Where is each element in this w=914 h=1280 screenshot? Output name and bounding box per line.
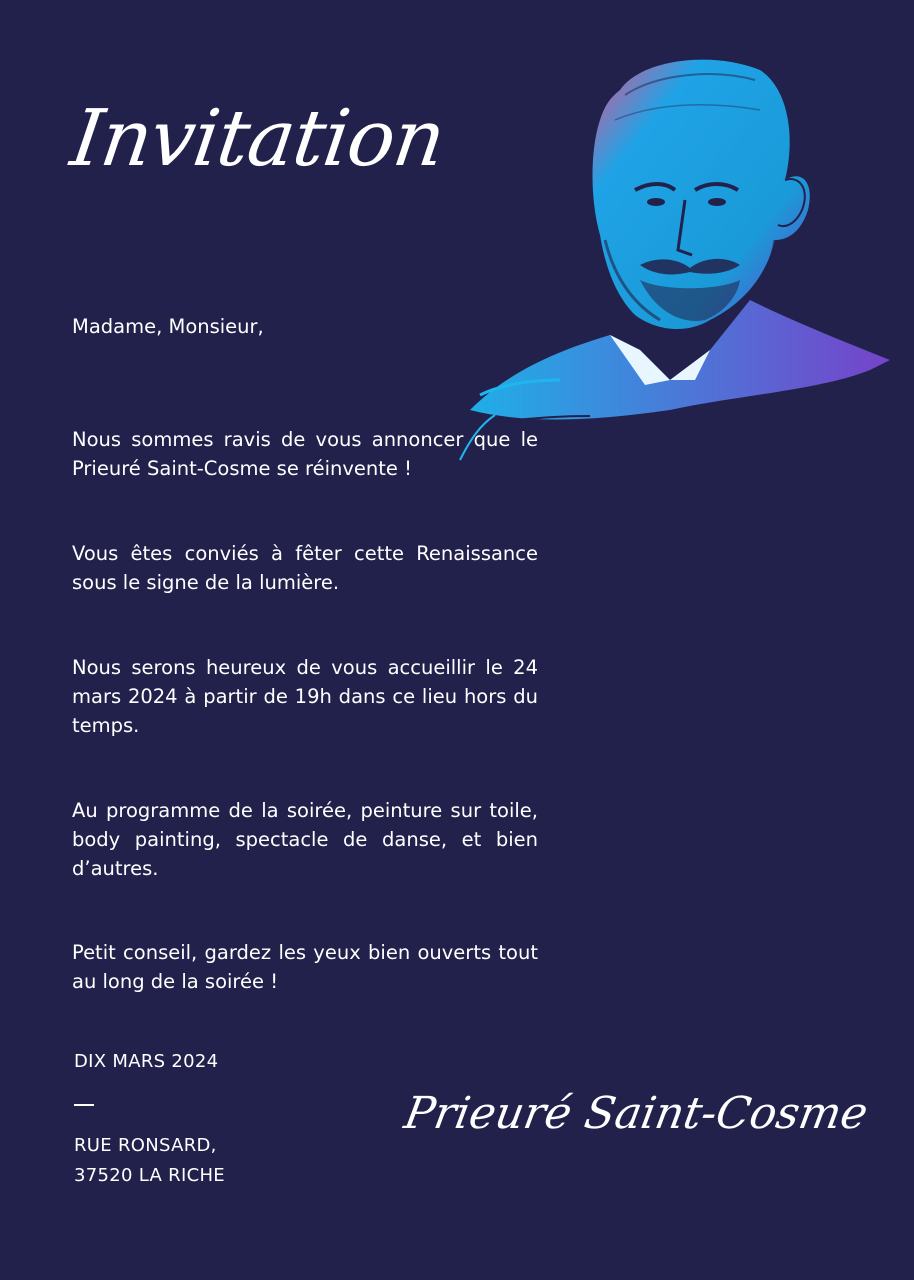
paragraph-announcement: Nous sommes ravis de vous annoncer que le Prieuré Saint-Cosme se réinvente ! (72, 428, 538, 480)
letter-date: DIX MARS 2024 (74, 1051, 219, 1072)
paragraph-advice: Petit conseil, gardez les yeux bien ouverts tout au long de la soirée ! (72, 941, 538, 993)
divider-dash (74, 1104, 94, 1106)
invitation-title: Invitation (65, 94, 450, 184)
signature: Prieuré Saint-Cosme (400, 1088, 872, 1139)
address-line-1: RUE RONSARD, (74, 1135, 217, 1156)
portrait-illustration (440, 50, 910, 490)
salutation: Madame, Monsieur, (72, 315, 264, 338)
address-line-2: 37520 LA RICHE (74, 1165, 225, 1186)
paragraph-date-time: Nous serons heureux de vous accueillir le 24 mars 2024 à partir de 19h dans ce lieu hors du temps. (72, 656, 538, 737)
paragraph-program: Au programme de la soirée, peinture sur toile, body painting, spectacle de danse, et bien d’autres. (72, 799, 538, 880)
paragraph-celebration: Vous êtes conviés à fêter cette Renaissance sous le signe de la lumière. (72, 542, 538, 594)
